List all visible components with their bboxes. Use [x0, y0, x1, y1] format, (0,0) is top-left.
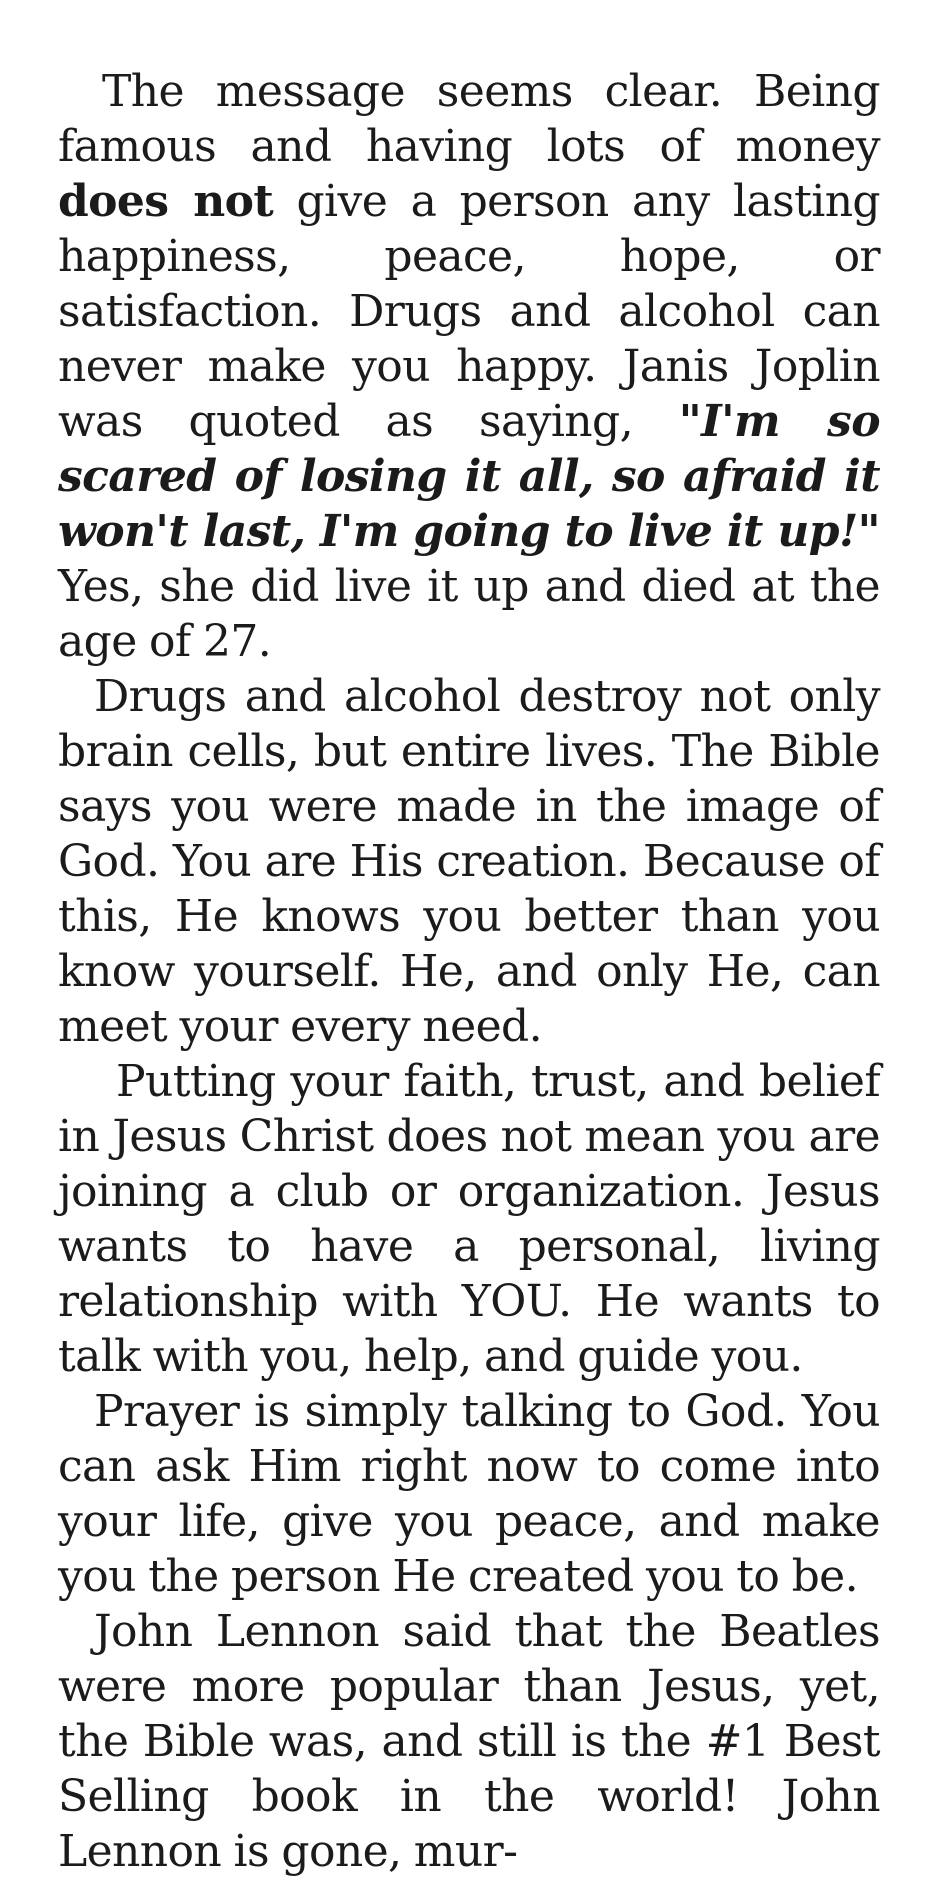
- paragraph-text: John Lennon said that the Beatles were more popular than Jesus, yet, the Bible was, and still is the #1 Best Selling book in the world! John Lennon is gone, mur-: [58, 1606, 880, 1877]
- paragraph-text: Yes, she did live it up and died at the age of 27.: [58, 561, 880, 667]
- paragraph-text: Drugs and alcohol destroy not only brain cells, but entire lives. The Bible says you were made in the image of God. You are His creation. Because of this, He knows you better than you know yourself. He, and only He, can meet your every need.: [58, 671, 880, 1052]
- paragraph-text: give a person any lasting happiness, peace, hope, or satisfaction. Drugs and alcohol can never make you happy. Janis Joplin was quoted as saying,: [58, 176, 880, 447]
- body-text: [58, 64, 880, 1879]
- emphasis-does-not: does not: [58, 176, 274, 227]
- paragraph-drugs-and-alcohol: [58, 669, 880, 1054]
- paragraph-faith-in-jesus: [58, 1054, 880, 1384]
- paragraph-prayer: [58, 1384, 880, 1604]
- paragraph-text: Prayer is simply talking to God. You can ask Him right now to come into your life, give you peace, and make you the person He created you to be.: [58, 1386, 880, 1602]
- paragraph-fame-and-money: [58, 64, 880, 669]
- paragraph-john-lennon: [58, 1604, 880, 1879]
- paragraph-text: Putting your faith, trust, and belief in Jesus Christ does not mean you are joining a club or organization. Jesus wants to have a personal, living relationship with YOU. He wants to talk with you, help, and guide you.: [58, 1056, 880, 1382]
- paragraph-text: The message seems clear. Being famous and having lots of money: [58, 66, 880, 172]
- janis-joplin-quote: "I'm so scared of losing it all, so afraid it won't last, I'm going to live it up!": [58, 396, 880, 557]
